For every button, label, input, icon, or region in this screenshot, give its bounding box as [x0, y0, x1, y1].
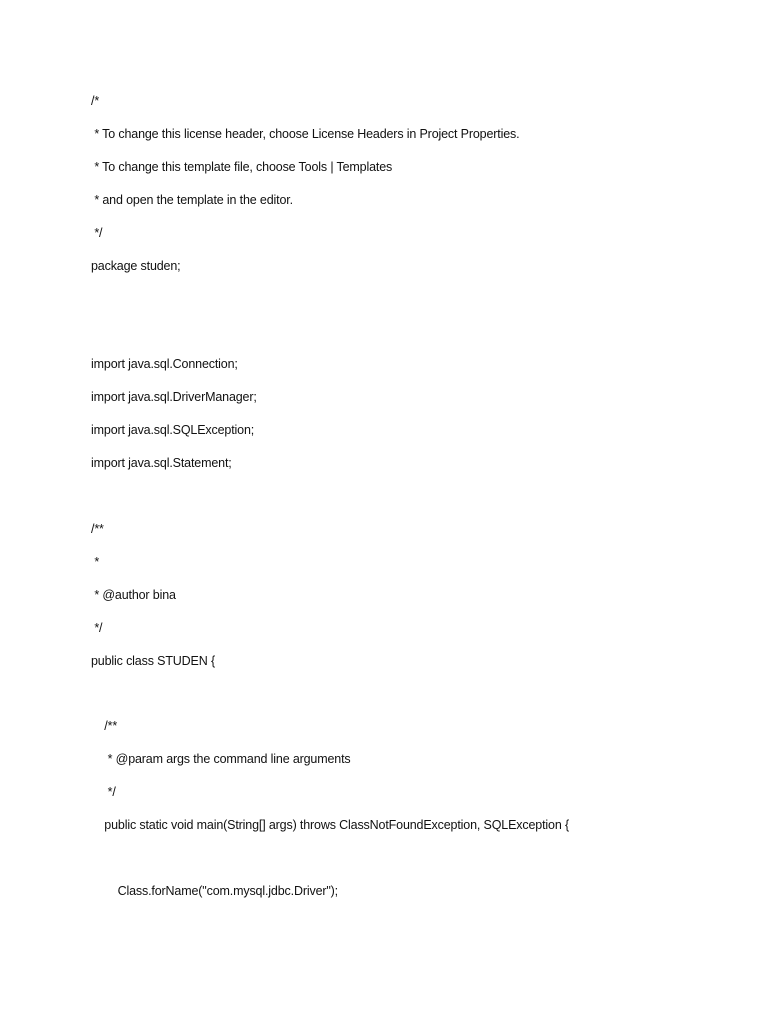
- code-line: Class.forName("com.mysql.jdbc.Driver");: [91, 884, 339, 898]
- code-line: */: [91, 785, 116, 799]
- code-line: *: [91, 555, 100, 569]
- code-line: import java.sql.DriverManager;: [91, 390, 257, 404]
- code-line: /*: [91, 94, 100, 108]
- code-line: package studen;: [91, 259, 181, 273]
- code-line: import java.sql.Statement;: [91, 456, 232, 470]
- code-line: /**: [91, 719, 118, 733]
- code-line: * and open the template in the editor.: [91, 193, 293, 207]
- code-line: * @author bina: [91, 588, 176, 602]
- code-line: * To change this license header, choose License Headers in Project Properties.: [91, 127, 520, 141]
- code-line: /**: [91, 522, 104, 536]
- code-line: import java.sql.SQLException;: [91, 423, 255, 437]
- code-line: public static void main(String[] args) throws ClassNotFoundException, SQLException {: [91, 818, 569, 832]
- code-line: * To change this template file, choose Tools | Templates: [91, 160, 393, 174]
- code-line: */: [91, 226, 103, 240]
- code-line: public class STUDEN {: [91, 654, 215, 668]
- code-line: import java.sql.Connection;: [91, 357, 238, 371]
- code-line: */: [91, 621, 103, 635]
- code-line: * @param args the command line arguments: [91, 752, 351, 766]
